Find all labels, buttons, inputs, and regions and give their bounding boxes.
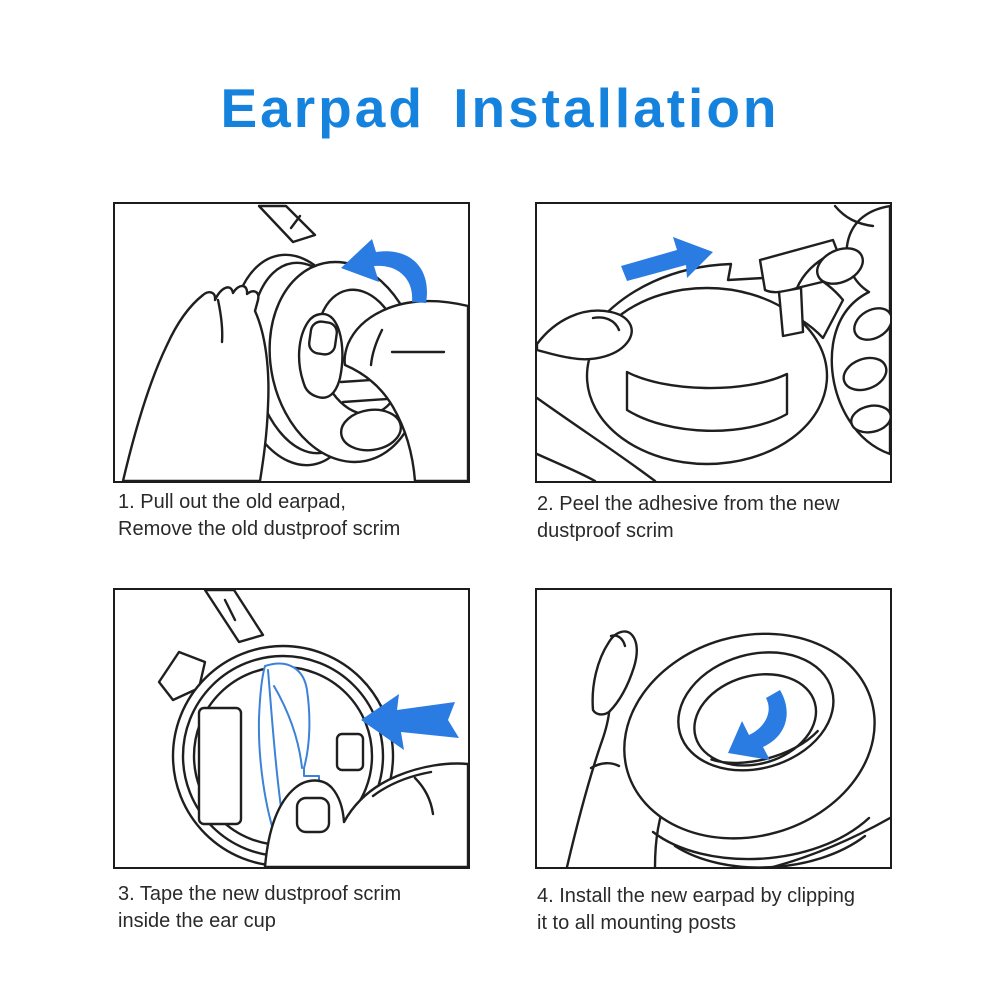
page-title: Earpad Installation <box>220 77 780 139</box>
step1-caption <box>118 489 528 543</box>
mounting-tab <box>337 734 363 770</box>
step4-caption-line1: 4. Install the new earpad by clipping <box>537 885 855 907</box>
step2-illustration <box>537 204 890 481</box>
step4-illustration <box>537 590 890 867</box>
step4-caption <box>537 883 947 937</box>
dustproof-scrim-ring <box>587 288 827 464</box>
step1-caption-line1: 1. Pull out the old earpad, <box>118 491 346 513</box>
slot-window <box>199 708 241 824</box>
step3-caption-line2: inside the ear cup <box>118 910 276 932</box>
step1-caption-line2: Remove the old dustproof scrim <box>118 518 401 540</box>
step3-caption-line1: 3. Tape the new dustproof scrim <box>118 883 402 905</box>
step2-panel <box>535 202 892 483</box>
step3-caption <box>118 881 528 935</box>
step3-illustration <box>115 590 468 867</box>
left-thumb <box>537 311 632 360</box>
step2-caption-line2: dustproof scrim <box>537 520 674 542</box>
left-hand <box>123 286 268 481</box>
step4-caption-line2: it to all mounting posts <box>537 912 736 934</box>
step1-panel <box>113 202 470 483</box>
step2-caption <box>537 491 947 545</box>
thumb <box>593 631 637 714</box>
headband-strap <box>259 206 315 242</box>
step2-caption-line1: 2. Peel the adhesive from the new <box>537 493 840 515</box>
step4-panel <box>535 588 892 869</box>
step3-panel <box>113 588 470 869</box>
step1-illustration <box>115 204 468 481</box>
